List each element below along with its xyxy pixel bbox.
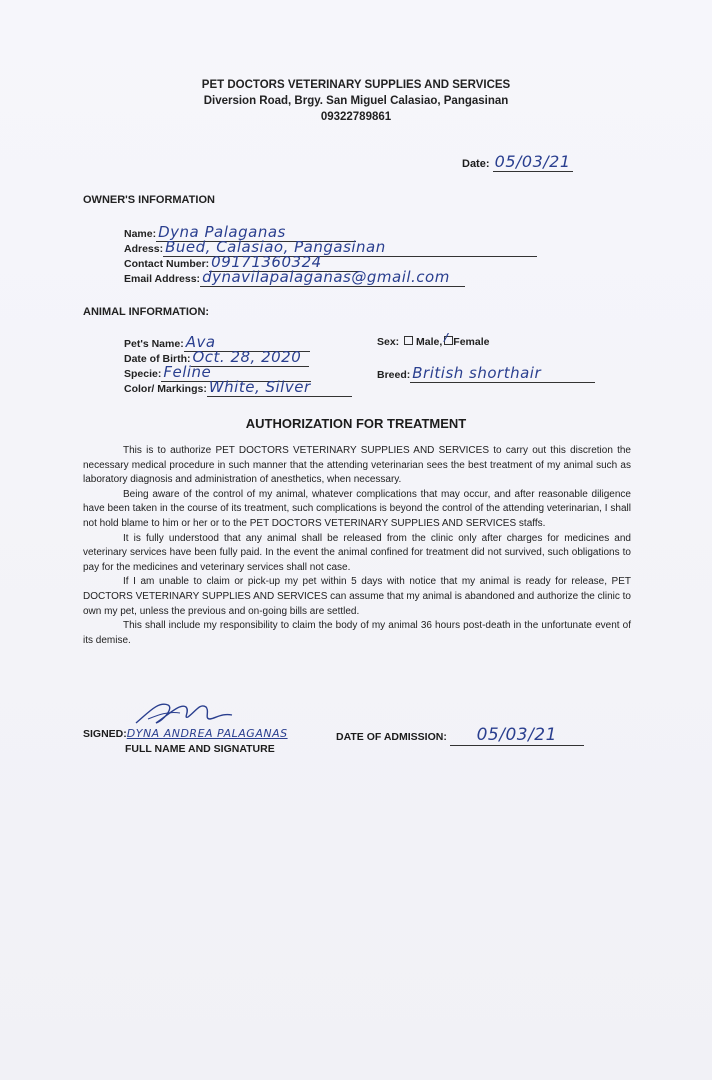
color-value: White, Silver bbox=[208, 378, 311, 396]
authorization-paragraph: It is fully understood that any animal shall be released from the clinic only after charges for medicines and veterinary services have been fully paid. In the event the animal confined for treatment did not survived, such obligations to pay for the medicines and veterinary services shall not case. bbox=[83, 532, 631, 573]
owner-email-value: dynavilapalaganas@gmail.com bbox=[202, 268, 450, 286]
authorization-paragraph: This is to authorize PET DOCTORS VETERINARY SUPPLIES AND SERVICES to carry out this discretion the necessary medical procedure in such manner that the attending veterinarian sees the best treatment of my animal such as laboratory diagnosis and administration of anesthetics, when necessary. bbox=[83, 445, 631, 486]
clinic-name: PET DOCTORS VETERINARY SUPPLIES AND SERVICES bbox=[201, 79, 511, 91]
color-label: Color/ Markings: bbox=[124, 383, 207, 395]
date-field bbox=[462, 152, 573, 172]
dob-value: Oct. 28, 2020 bbox=[192, 348, 302, 366]
date-value: 05/03/21 bbox=[493, 152, 573, 172]
owner-email-label: Email Address: bbox=[124, 273, 201, 285]
full-name-label: FULL NAME AND SIGNATURE bbox=[125, 743, 275, 755]
clinic-address: Diversion Road, Brgy. San Miguel Calasiao, Pangasinan bbox=[203, 95, 509, 107]
owner-name-value: Dyna Palaganas bbox=[158, 223, 286, 241]
authorization-body bbox=[83, 444, 631, 648]
color-field bbox=[124, 378, 352, 397]
owner-section-title: OWNER'S INFORMATION bbox=[83, 194, 215, 206]
signed-name-value: DYNA ANDREA PALAGANAS bbox=[126, 727, 288, 740]
clinic-header bbox=[0, 77, 712, 125]
clinic-phone: 09322789861 bbox=[320, 111, 392, 123]
sex-female-checkbox bbox=[444, 331, 453, 345]
authorization-paragraph: Being aware of the control of my animal, whatever complications that may occur, and after reasonable diligence have been taken in the course of its treatment, such complications is beyond the control of the attending veterinarian, I shall not hold blame to him or her or to the PET DOCTORS VETERINARY SUPPLIES AND SERVICES staffs. bbox=[83, 488, 631, 529]
authorization-paragraph: This shall include my responsibility to claim the body of my animal 36 hours post-death in the unfortunate event of its demise. bbox=[83, 620, 631, 646]
owner-email-field bbox=[124, 268, 465, 287]
authorization-title: AUTHORIZATION FOR TREATMENT bbox=[245, 416, 467, 431]
animal-section-title: ANIMAL INFORMATION: bbox=[83, 306, 210, 318]
specie-value: Feline bbox=[163, 363, 212, 381]
admission-value: 05/03/21 bbox=[450, 725, 584, 746]
authorization-paragraph: If I am unable to claim or pick-up my pet within 5 days with notice that my animal is ready for release, PET DOCTORS VETERINARY SUPPLIES AND SERVICES can assume that my animal is abandoned and authorize the clinic to own my pet, unless the previous and on-going bills are settled. bbox=[83, 576, 631, 617]
sex-field bbox=[377, 331, 490, 348]
dob-label: Date of Birth: bbox=[124, 353, 191, 365]
pet-name-label: Pet's Name: bbox=[124, 338, 184, 350]
sex-male-checkbox bbox=[404, 336, 413, 345]
admission-field bbox=[336, 725, 584, 746]
check-mark-icon: / bbox=[444, 331, 449, 344]
owner-name-label: Name: bbox=[124, 228, 157, 240]
breed-field bbox=[377, 364, 595, 383]
specie-label: Specie: bbox=[124, 368, 162, 380]
sex-label: Sex: bbox=[377, 336, 400, 348]
breed-label: Breed: bbox=[377, 369, 411, 381]
sex-female-label: Female bbox=[453, 336, 490, 348]
sex-male-label: Male, bbox=[416, 336, 443, 348]
breed-value: British shorthair bbox=[412, 364, 542, 382]
pet-name-value: Ava bbox=[185, 333, 216, 351]
admission-label: DATE OF ADMISSION: bbox=[336, 731, 447, 743]
date-label: Date: bbox=[462, 158, 490, 170]
owner-contact-label: Contact Number: bbox=[124, 258, 210, 270]
signed-field bbox=[83, 727, 288, 740]
owner-address-label: Adress: bbox=[124, 243, 164, 255]
owner-contact-value: 09171360324 bbox=[211, 253, 322, 271]
signed-label: SIGNED: bbox=[83, 728, 127, 740]
owner-address-value: Bued, Calasiao, Pangasinan bbox=[165, 238, 386, 256]
